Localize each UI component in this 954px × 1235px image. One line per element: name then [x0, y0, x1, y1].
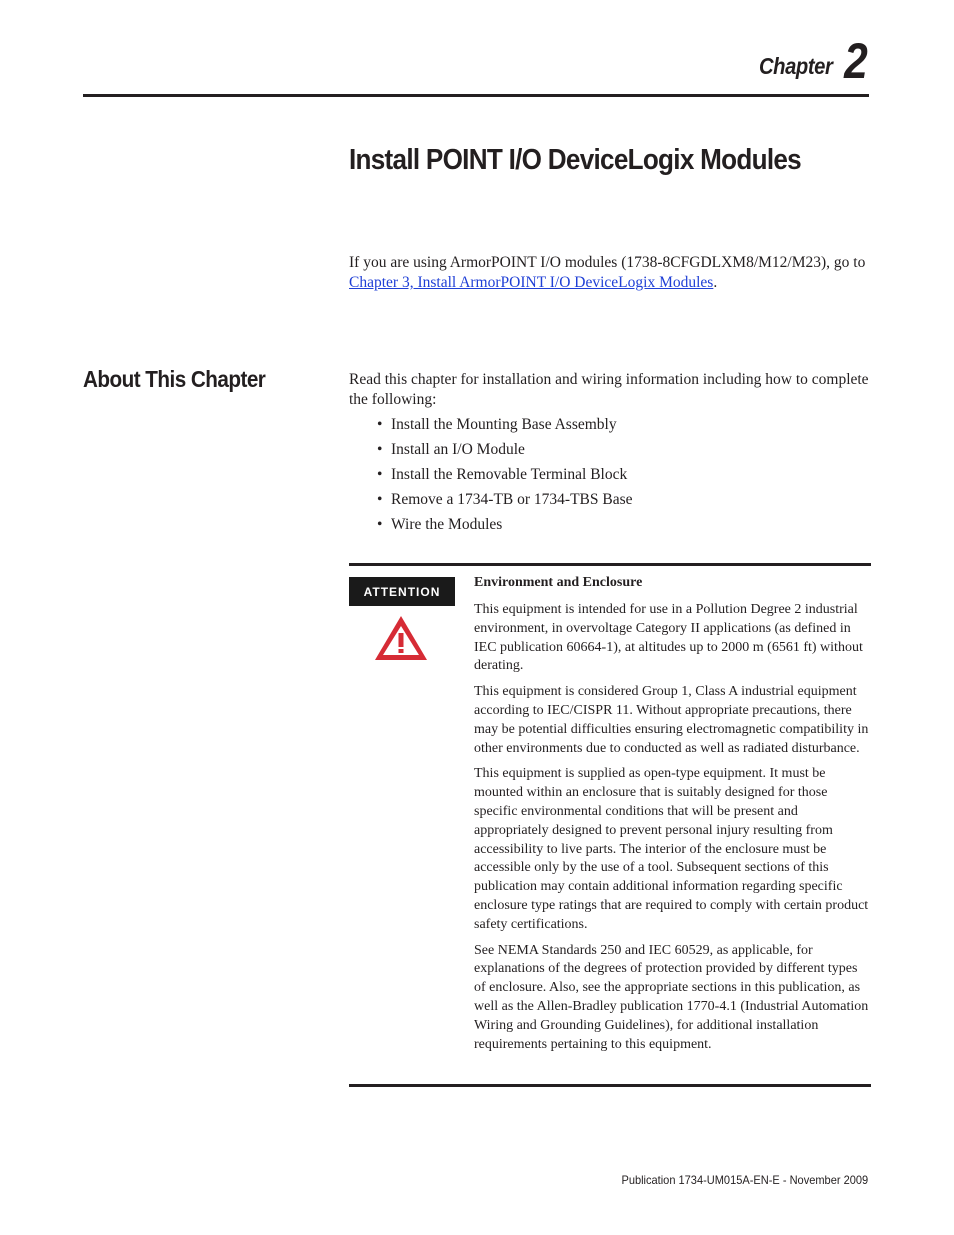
list-item-text: Install the Removable Terminal Block: [391, 466, 628, 483]
list-item: [377, 415, 633, 440]
chapter-label: Chapter: [758, 53, 833, 79]
attention-badge: ATTENTION: [349, 577, 455, 606]
task-list: [377, 415, 633, 540]
list-item: [377, 490, 633, 515]
attention-title: Environment and Enclosure: [474, 575, 643, 590]
section-intro: Read this chapter for installation and wiring information including how to complete the following:: [349, 371, 869, 408]
intro-paragraph: [349, 253, 874, 293]
page-title: Install POINT I/O DeviceLogix Modules: [349, 144, 801, 176]
attention-paragraph: This equipment is intended for use in a Pollution Degree 2 industrial environment, in overvoltage Category II applications (as defined in IEC publication 60664-1), at altitudes up to 2000 m (6561 ft) without derating.: [474, 602, 863, 674]
list-item-text: Wire the Modules: [391, 516, 503, 533]
list-item-text: Remove a 1734-TB or 1734-TBS Base: [391, 491, 633, 508]
bullet-icon: •: [377, 466, 383, 483]
list-item: [377, 440, 633, 465]
list-item: [377, 465, 633, 490]
chapter-header: [749, 30, 868, 89]
attention-paragraph: This equipment is supplied as open-type equipment. It must be mounted within an enclosure that is suitably designed for those specific environmental conditions that will be present and appropriately designed to prevent personal injury resulting from accessibility to live parts. The interior of the enclosure must be accessible only by the use of a tool. Subsequent sections of this publication may contain additional information regarding specific enclosure type ratings that are required to comply with certain product safety certifications.: [474, 766, 869, 932]
intro-text: If you are using ArmorPOINT I/O modules (1738-8CFGDLXM8/M12/M23), go to: [349, 254, 866, 271]
attention-bottom-rule: [349, 1084, 871, 1087]
list-item-text: Install an I/O Module: [391, 441, 525, 458]
attention-top-rule: [349, 563, 871, 566]
intro-text-end: .: [713, 274, 718, 291]
bullet-icon: •: [377, 491, 383, 508]
bullet-icon: •: [377, 416, 383, 433]
section-heading: About This Chapter: [83, 366, 266, 392]
chapter-divider: [83, 94, 869, 97]
attention-paragraph: This equipment is considered Group 1, Class A industrial equipment according to IEC/CISPR 11. Without appropriate precautions, there may be potential difficulties ensuring electromagnetic compatibility in other environments due to conducted as well as radiated disturbance.: [474, 684, 869, 756]
bullet-icon: •: [377, 441, 383, 458]
chapter-3-link[interactable]: Chapter 3, Install ArmorPOINT I/O DeviceLogix Modules: [349, 274, 714, 291]
bullet-icon: •: [377, 516, 383, 533]
list-item-text: Install the Mounting Base Assembly: [391, 416, 617, 433]
attention-content: [474, 573, 872, 1061]
publication-footer: Publication 1734-UM015A-EN-E - November 2009: [621, 1173, 868, 1187]
warning-triangle-icon: [373, 614, 429, 662]
attention-paragraph: See NEMA Standards 250 and IEC 60529, as applicable, for explanations of the degrees of protection provided by different types of enclosure. Also, see the appropriate sections in this publication, as well as the Allen-Bradley publication 1770-4.1 (Industrial Automation Wiring and Grounding Guidelines), for additional installation requirements pertaining to this equipment.: [474, 942, 869, 1052]
list-item: [377, 515, 633, 540]
chapter-number: 2: [844, 33, 868, 89]
